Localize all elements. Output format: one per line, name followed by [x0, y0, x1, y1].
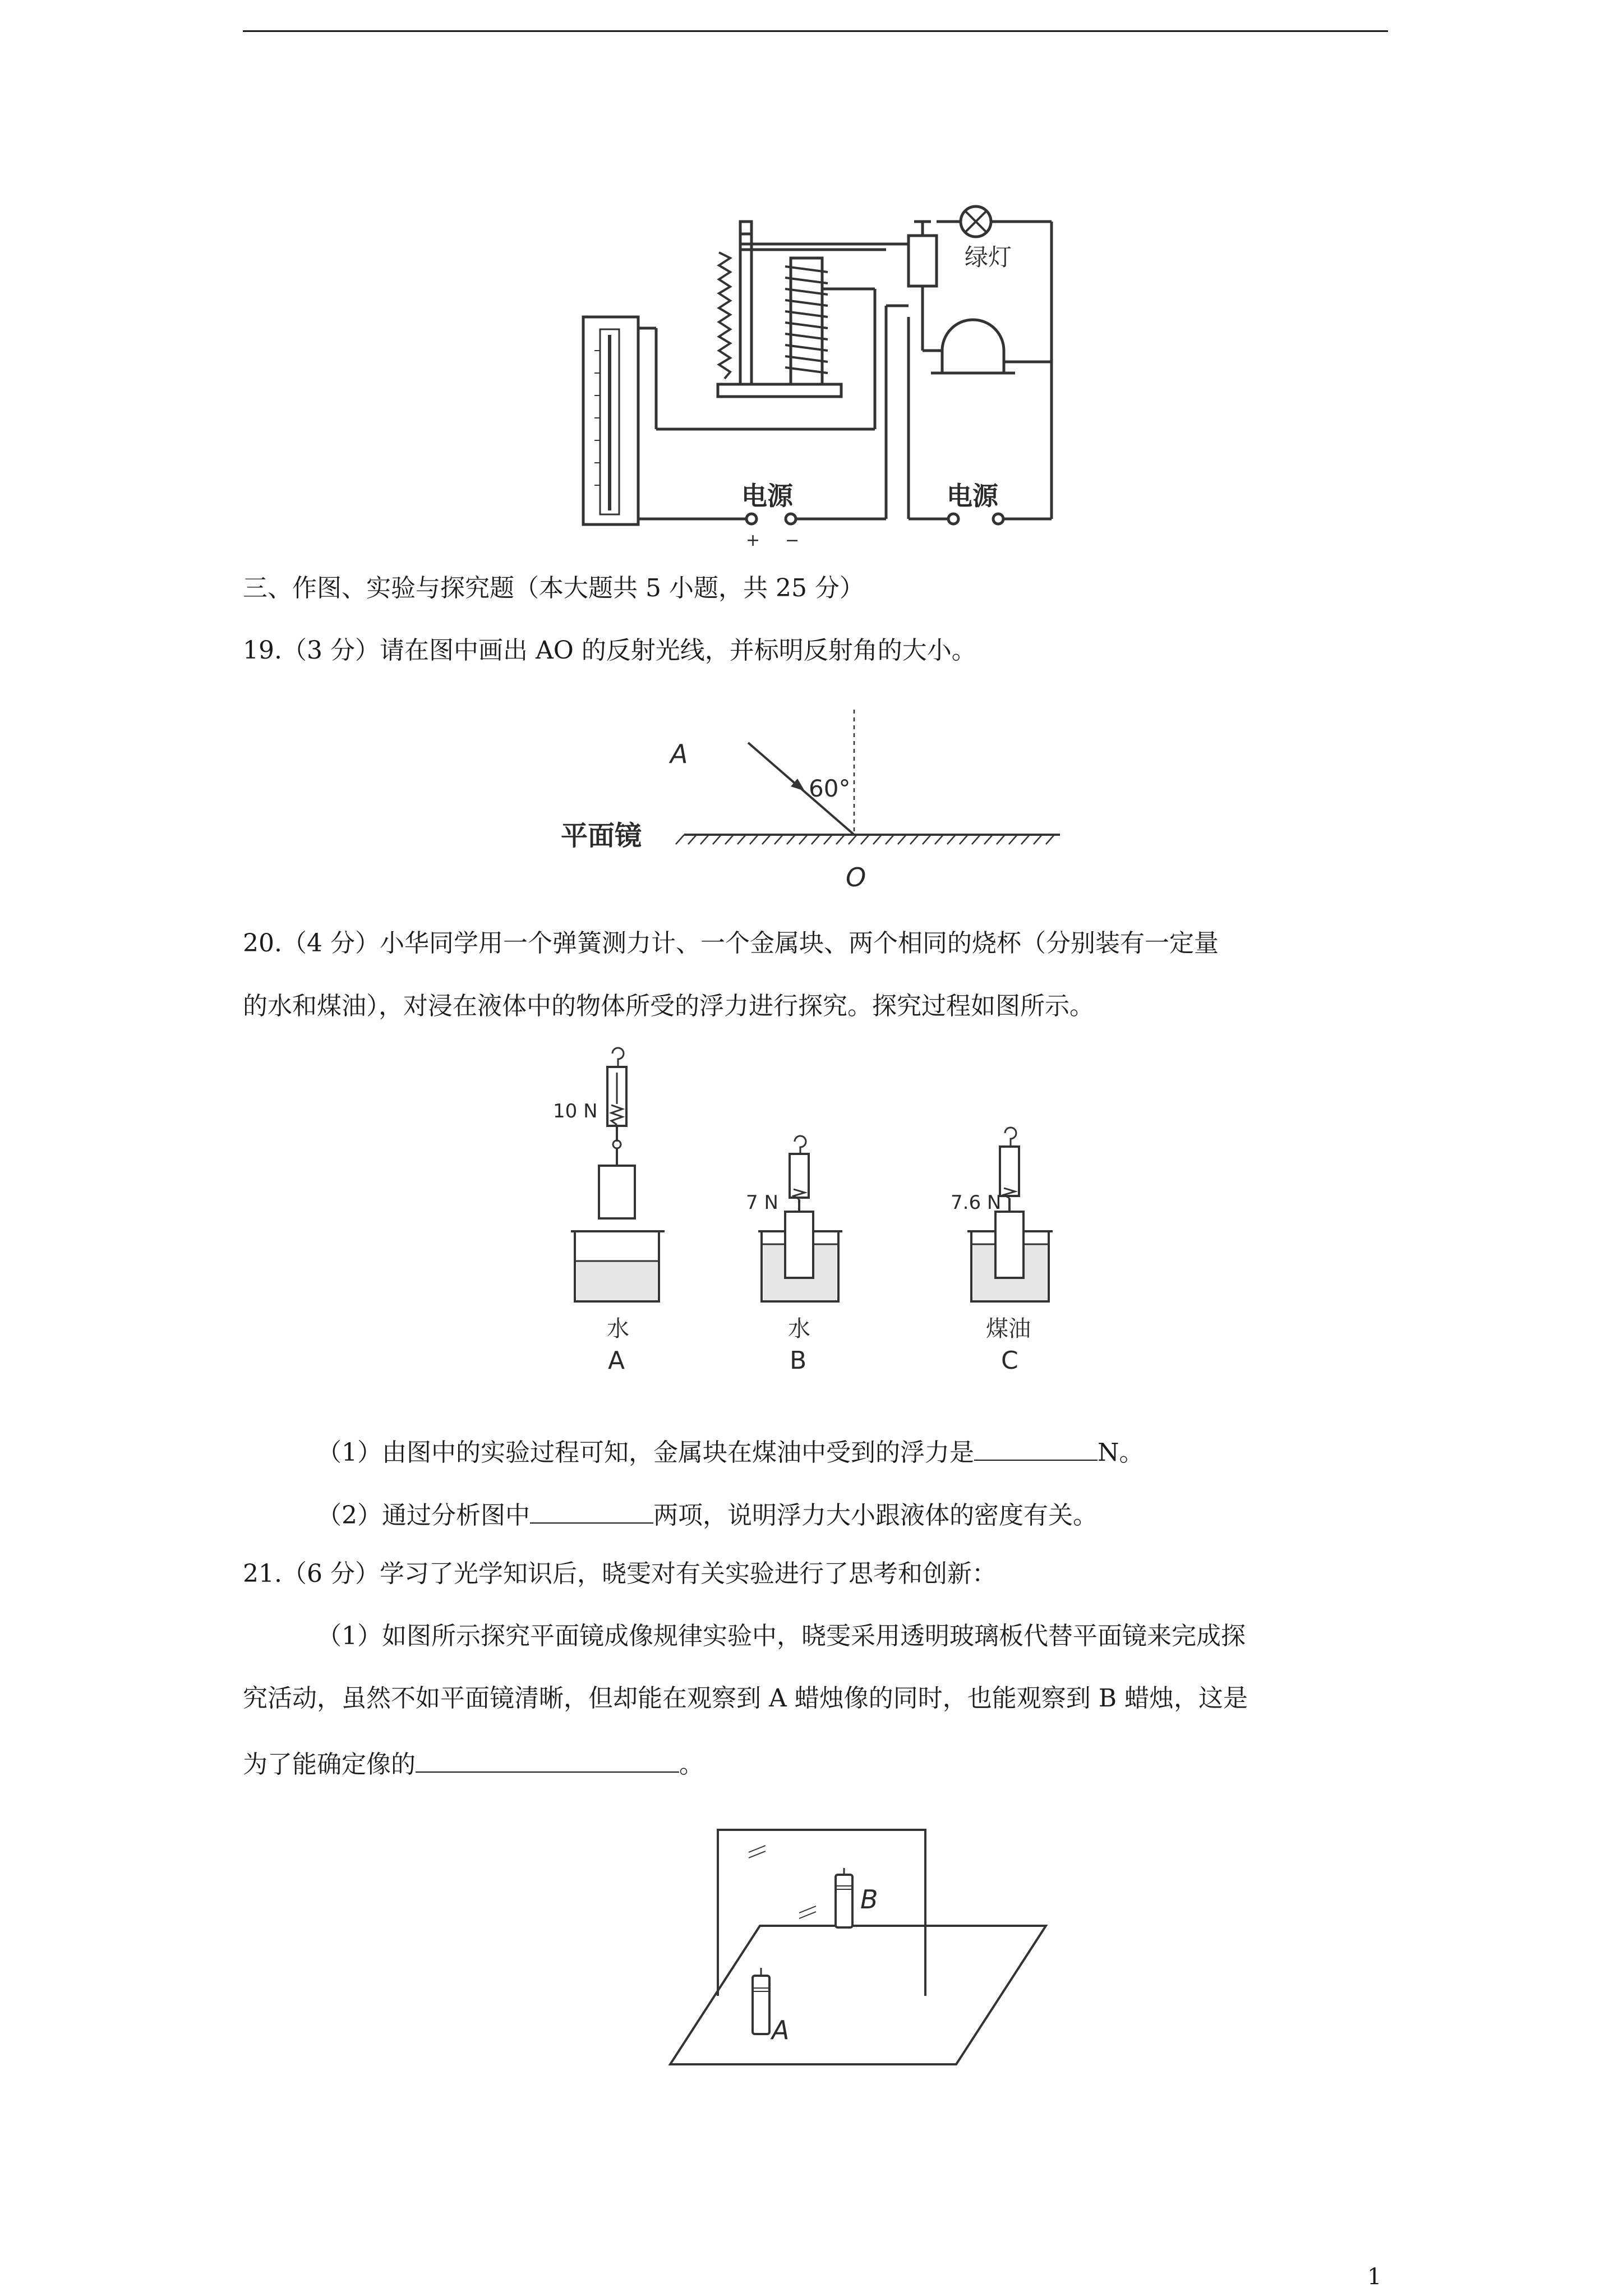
- header-rule: [243, 30, 1388, 32]
- setup-letter-b: B: [790, 1346, 807, 1375]
- setup-letter-a: A: [608, 1346, 625, 1375]
- plane-mirror-label: 平面镜: [561, 820, 642, 852]
- q20-sub1-text: （1）由图中的实验过程可知，金属块在煤油中受到的浮力是: [317, 1438, 974, 1467]
- q20-sub2-rest: 两项，说明浮力大小跟液体的密度有关。: [653, 1501, 1098, 1530]
- q20-sub2-text: （2）通过分析图中: [317, 1501, 530, 1530]
- candle-b: [836, 1868, 852, 1927]
- liquid-label-b: 水: [788, 1316, 810, 1342]
- question-21-sub-1-line-2: 究活动，虽然不如平面镜清晰，但却能在观察到 A 蜡烛像的同时，也能观察到 B 蜡烛，这是: [243, 1684, 1248, 1713]
- setup-a: [553, 1048, 665, 1375]
- q21-sub1-text: 为了能确定像的: [243, 1750, 416, 1779]
- candle-b-label: B: [860, 1884, 878, 1915]
- glass-plate-candles-figure: [645, 1818, 1049, 2076]
- liquid-label-a: 水: [607, 1316, 629, 1342]
- angle-label: 60°: [809, 775, 851, 802]
- setup-c: [951, 1128, 1053, 1375]
- green-lamp-label: 绿灯: [965, 243, 1012, 271]
- question-19-text: 19.（3 分）请在图中画出 AO 的反射光线，并标明反射角的大小。: [243, 636, 976, 665]
- setup-letter-c: C: [1001, 1346, 1018, 1375]
- mirror-reflection-figure: [550, 707, 1071, 898]
- q21-sub1-end: 。: [679, 1750, 704, 1779]
- section-3-title: 三、作图、实验与探究题（本大题共 5 小题，共 25 分）: [243, 574, 864, 602]
- power-source-label-2: 电源: [947, 481, 998, 511]
- question-20-sub-2: [317, 1500, 1098, 1528]
- power-source-label-1: 电源: [741, 481, 793, 511]
- reading-a: 10 N: [553, 1100, 598, 1122]
- q20-sub2-blank[interactable]: [530, 1500, 653, 1524]
- point-o-label: O: [846, 862, 866, 892]
- setup-b: [746, 1136, 842, 1375]
- candle-a: [753, 1968, 769, 2034]
- question-21-sub-1-line-3: [243, 1749, 704, 1777]
- q21-sub1-blank[interactable]: [416, 1749, 679, 1773]
- question-21-intro: 21.（6 分）学习了光学知识后，晓雯对有关实验进行了思考和创新：: [243, 1559, 997, 1588]
- q20-sub1-blank[interactable]: [974, 1437, 1098, 1461]
- buoyancy-experiment-figure: [550, 1043, 1099, 1391]
- candle-a-label: A: [772, 2015, 790, 2045]
- liquid-label-c: 煤油: [986, 1316, 1031, 1342]
- relay-circuit-figure: [572, 205, 1066, 553]
- question-20-line-1: 20.（4 分）小华同学用一个弹簧测力计、一个金属块、两个相同的烧杯（分别装有一定量: [243, 929, 1219, 958]
- plus-terminal-label: +: [746, 531, 760, 550]
- minus-terminal-label: −: [785, 531, 800, 550]
- q20-sub1-unit: N。: [1098, 1438, 1144, 1467]
- reading-b: 7 N: [746, 1191, 778, 1214]
- question-20-sub-1: [317, 1437, 1144, 1465]
- question-21-sub-1-line-1: （1）如图所示探究平面镜成像规律实验中，晓雯采用透明玻璃板代替平面镜来完成探: [317, 1622, 1246, 1650]
- page-number: 1: [1367, 2264, 1382, 2290]
- point-a-label: A: [670, 739, 688, 769]
- reading-c: 7.6 N: [951, 1191, 1002, 1214]
- question-20-line-2: 的水和煤油），对浸在液体中的物体所受的浮力进行探究。探究过程如图所示。: [243, 992, 1094, 1020]
